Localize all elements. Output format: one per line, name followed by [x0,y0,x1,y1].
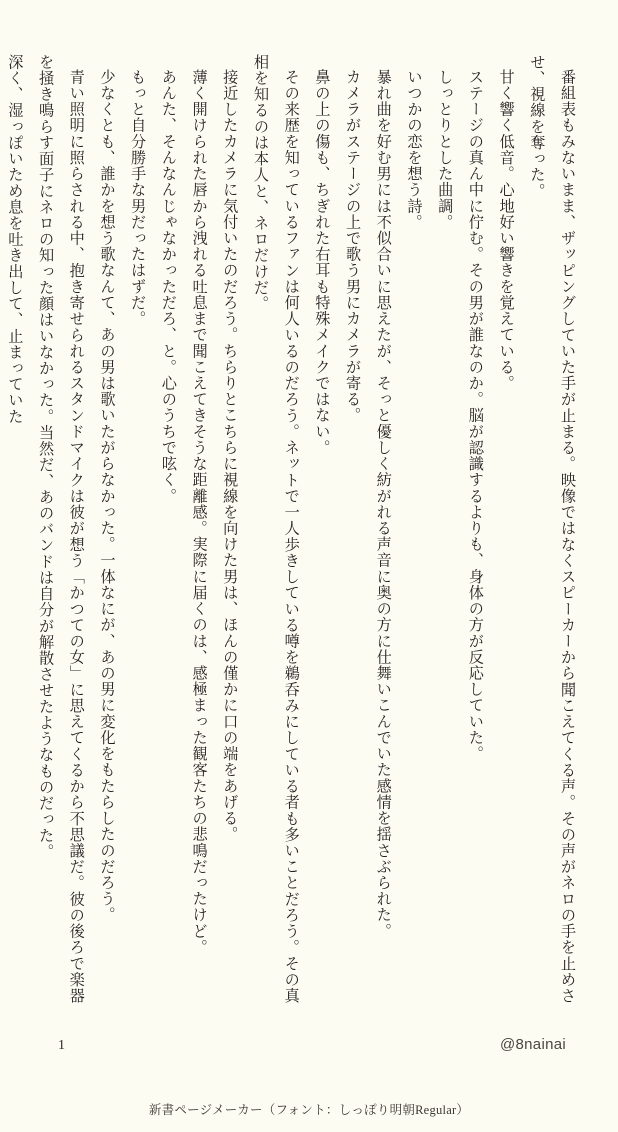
text-block-upper [0,54,582,1004]
author-handle: @8nainai [499,1036,566,1053]
paragraph: もっと自分勝手な男だったはずだ。 [129,69,147,327]
paragraph: 少なくとも、誰かを想う歌なんて、あの男は歌いたがらなかった。一体なにが、あの男に変化をもたらしたのだろう。 [98,69,116,924]
paragraph: しっとりとした曲調。 [436,69,454,231]
generator-credit: 新書ページメーカー（フォント：しっぽり明朝Regular） [148,1103,470,1117]
page-number: 1 [58,1038,65,1053]
paragraph: 接近したカメラに気付いたのだろう。ちらりとこちらに視線を向けた男は、ほんの僅かに口の端をあげる。 [221,69,239,843]
paragraph: 暴れ曲を好む男には不似合いに思えたが、そっと優しく紡がれる声音に奥の方に仕舞いこんでいた感情を揺さぶられた。 [374,69,392,940]
paragraph: 鼻の上の傷も、ちぎれた右耳も特殊メイクではない。 [313,69,331,456]
paragraph: いつかの恋を想う詩。 [405,69,423,231]
paragraph: 薄く開けられた唇から洩れる吐息まで聞こえてきそうな距離感。実際に届くのは、感極まった観客たちの悲鳴だったけど。 [190,69,208,956]
paragraph: 深く、湿っぽいため息を吐き出して、止まっていた [6,54,24,425]
vertical-text-body [6,54,582,1004]
paragraph: 青い照明に照らされる中、抱き寄せられるスタンドマイクは彼が想う「かつての女」に思えてくるから不思議だ。彼の後ろで楽器を掻き鳴らす面子にネロの知った顔はいなかった。当然だ、あのバンドは自分が解散させたようなものだった。 [37,54,85,1004]
paragraph: 甘く響く低音。心地好い響きを覚えている。 [497,69,515,392]
paragraph: ステージの真ん中に佇む。その男が誰なのか。脳が認識するよりも、身体の方が反応していた。 [466,69,484,763]
paragraph: その来歴を知っているファンは何人いるのだろう。ネットで一人歩きしている噂を鵜呑みにしている者も多いことだろう。その真相を知るのは本人と、ネロだけだ。 [251,54,300,1004]
paragraph: 番組表もみないまま、ザッピングしていた手が止まる。映像ではなくスピーカーから聞こえてくる声。その声がネロの手を止めさせ、視線を奪った。 [528,54,576,1004]
paragraph: あんた、そんなんじゃなかっただろ、と。心のうちで呟く。 [159,69,177,505]
paragraph: カメラがステージの上で歌う男にカメラが寄る。 [344,69,362,424]
